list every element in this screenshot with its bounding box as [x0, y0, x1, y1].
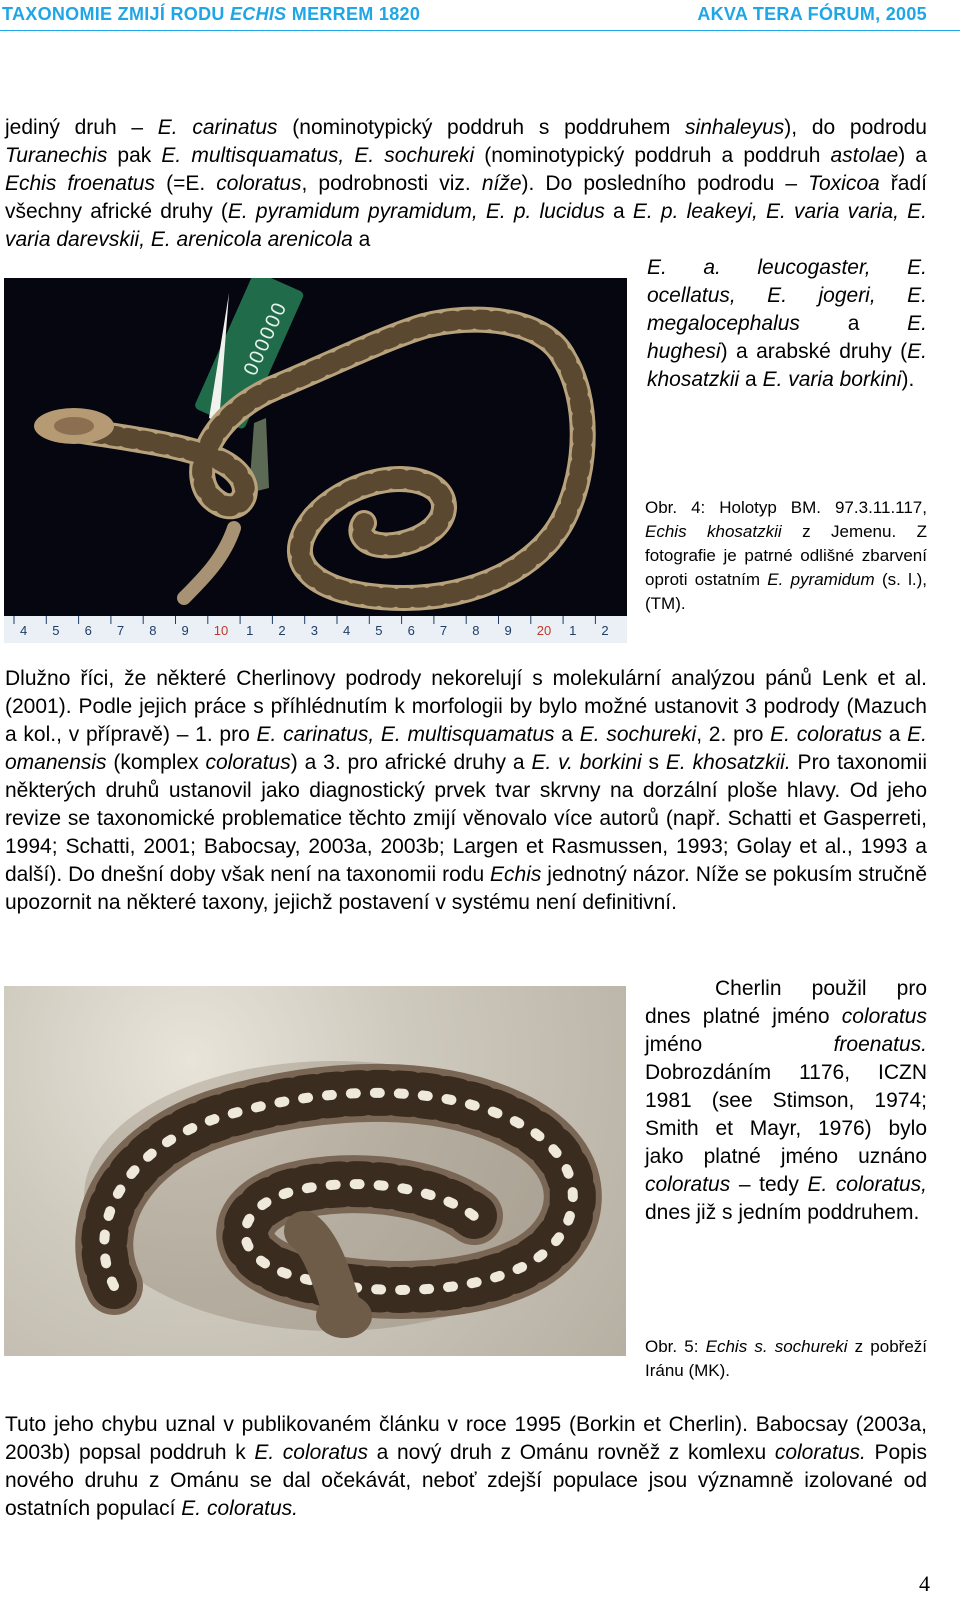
- paragraph-3: [645, 975, 927, 1227]
- text-run: ), do podrodu: [784, 116, 927, 139]
- italic-term: Toxicoa: [808, 172, 880, 195]
- ruler-tick-label: 5: [375, 623, 383, 638]
- ruler-tick-label: 6: [407, 623, 415, 638]
- italic-term: E. hughesi: [647, 312, 927, 363]
- italic-term: coloratus: [841, 1005, 927, 1028]
- header-rule: [0, 30, 960, 31]
- italic-term: Turanechis: [5, 144, 108, 167]
- specimen-tag-text: 000000: [237, 299, 290, 381]
- text-run: a: [554, 723, 580, 746]
- text-run: a nový druh z Ománu rovněž z komlexu: [368, 1441, 775, 1464]
- text-run: (nominotypický poddruh a poddruh: [474, 144, 831, 167]
- text-run: (komplex: [106, 751, 206, 774]
- italic-term: E. p. leakeyi, E. varia varia, E. varia darevskii, E. arenicola arenicola: [5, 200, 927, 251]
- italic-term: Echis khosatzkii: [645, 522, 782, 541]
- text-run: ) a arabské druhy (: [720, 340, 908, 363]
- italic-term: sinhaleyus: [685, 116, 785, 139]
- italic-term: E. a. leucogaster, E. ocellatus, E. jogeri, E. megalocephalus: [647, 256, 927, 335]
- ruler-tick-label: 8: [149, 623, 157, 638]
- italic-term: Echis s. sochureki: [705, 1337, 848, 1356]
- text-run: (nominotypický poddruh s poddruhem: [277, 116, 686, 139]
- italic-term: coloratus: [645, 1173, 731, 1196]
- ruler-tick-label: 4: [20, 623, 28, 638]
- ruler-tick-label: 2: [601, 623, 609, 638]
- text-run: Cherlin použil pro dnes platné jméno: [645, 977, 927, 1028]
- italic-term: Echis froenatus: [5, 172, 155, 195]
- text-run: Tuto jeho chybu uznal v publikovaném článku v roce 1995 (Borkin et Cherlin). Babocsay (2003a, 2003b) popsal poddruh k: [5, 1413, 927, 1464]
- italic-term: E. khosatzkii: [647, 340, 927, 391]
- paragraph-1-continued: [647, 254, 927, 394]
- text-run: Popis nového druhu z Ománu se dal očekávát, neboť zdejší populace jsou významně izolované od ostatních populací: [5, 1441, 928, 1520]
- text-run: jednotný názor. Níže se pokusím stručně upozornit na některé taxony, jejichž postavení v systému není definitivní.: [5, 863, 927, 914]
- italic-term: E. sochureki: [579, 723, 697, 746]
- text-run: z pobřeží Iránu (MK).: [645, 1337, 928, 1380]
- text-run: Pro taxonomii některých druhů ustanovil jako diagnostický prvek tvar skrvny na dorzální ploše hlavy. Od jeho revize se taxonomické problematice těchto zmijí věnovalo více autorů (např. Schatti et Gasperreti, 1994; Schatti, 2001; Babocsay, 2003a, 2003b; Largen et Rasmussen, 1993; Golay et al., 1993 a další). Do dnešní doby však není na taxonomii rodu: [5, 751, 927, 886]
- page-number: 4: [919, 1571, 930, 1596]
- ruler-tick-label: 1: [569, 623, 577, 638]
- text-run: ) a: [898, 144, 927, 167]
- italic-term: E. coloratus: [770, 723, 882, 746]
- paragraph-2: [5, 665, 927, 917]
- text-run: a: [739, 368, 763, 391]
- text-run: z Jemenu. Z fotografie je patrné odlišné zbarvení oproti ostatním: [645, 522, 927, 589]
- snake-sochureki-illustration: [4, 986, 626, 1356]
- ruler-tick-label: 6: [84, 623, 92, 638]
- italic-term: E. coloratus,: [807, 1173, 927, 1196]
- italic-term: E. multisquamatus, E. sochureki: [161, 144, 475, 167]
- paragraph-1: [5, 114, 927, 254]
- text-run: Obr. 4: Holotyp BM. 97.3.11.117,: [645, 498, 927, 517]
- italic-term: níže: [481, 172, 522, 195]
- ruler-tick-label: 1: [246, 623, 254, 638]
- italic-term: Echis: [490, 863, 542, 886]
- running-header: [0, 4, 960, 26]
- ruler-tick-label: 8: [472, 623, 480, 638]
- italic-term: E. carinatus: [157, 116, 278, 139]
- text-run: dnes již s jedním poddruhem.: [645, 1201, 920, 1224]
- ruler-tick-label: 5: [52, 623, 60, 638]
- paragraph-4: [5, 1411, 927, 1523]
- italic-term: E. v. borkini: [531, 751, 642, 774]
- italic-term: E. carinatus, E. multisquamatus: [256, 723, 555, 746]
- italic-term: E. varia borkini: [762, 368, 902, 391]
- figure-5-photo: [4, 986, 626, 1356]
- figure-4-photo: [4, 278, 627, 643]
- ruler-tick-label: 9: [181, 623, 189, 638]
- text-run: jméno: [645, 1033, 834, 1056]
- text-run: – tedy: [730, 1173, 808, 1196]
- figure-5-caption: [645, 1335, 927, 1383]
- ruler-tick-label: 7: [439, 623, 448, 638]
- ruler-tick-label: 2: [278, 623, 286, 638]
- italic-term: astolae: [830, 144, 899, 167]
- text-run: a: [881, 723, 908, 746]
- ruler-tick-label: 10: [213, 623, 229, 638]
- text-run: Obr. 5:: [645, 1337, 706, 1356]
- italic-term: coloratus: [205, 751, 291, 774]
- italic-term: E. omanensis: [5, 723, 928, 774]
- text-run: s: [641, 751, 666, 774]
- italic-term: E. coloratus: [254, 1441, 369, 1464]
- italic-term: coloratus.: [774, 1441, 866, 1464]
- text-run: a: [604, 200, 633, 223]
- text-run: Dobrozdáním 1176, ICZN 1981 (see Stimson, 1974; Smith et Mayr, 1976) bylo jako platné jméno uznáno: [645, 1061, 927, 1168]
- text-run: jediný druh –: [5, 116, 158, 139]
- text-run: pak: [107, 144, 162, 167]
- italic-term: coloratus: [216, 172, 302, 195]
- italic-term: froenatus.: [833, 1033, 927, 1056]
- text-run: a: [352, 228, 371, 251]
- ruler-tick-label: 9: [504, 623, 512, 638]
- text-run: a: [799, 312, 908, 335]
- text-run: ).: [901, 368, 915, 391]
- italic-term: E. pyramidum pyramidum, E. p. lucidus: [227, 200, 605, 223]
- figure-4-caption: [645, 496, 927, 616]
- text-run: , 2. pro: [696, 723, 771, 746]
- snake-khosatzkii-illustration: [4, 278, 627, 643]
- header-journal: AKVA TERA FÓRUM, 2005: [697, 4, 927, 24]
- ruler-tick-label: 3: [310, 623, 318, 638]
- text-run: ) a 3. pro africké druhy a: [290, 751, 532, 774]
- text-run: řadí všechny africké druhy (: [5, 172, 927, 223]
- text-run: (s. l.), (TM).: [645, 570, 927, 613]
- text-run: , podrobnosti viz.: [301, 172, 482, 195]
- header-title: TAXONOMIE ZMIJÍ RODU ECHIS MERREM 1820: [2, 4, 421, 24]
- italic-term: E. pyramidum: [767, 570, 875, 589]
- italic-term: E. khosatzkii.: [665, 751, 791, 774]
- text-run: ). Do posledního podrodu –: [521, 172, 809, 195]
- ruler-tick-label: 7: [116, 623, 125, 638]
- text-run: (=E.: [155, 172, 217, 195]
- italic-term: E. coloratus.: [181, 1497, 299, 1520]
- ruler-tick-label: 4: [343, 623, 351, 638]
- text-run: Dlužno říci, že některé Cherlinovy podrody nekorelují s molekulární analýzou pánů Lenk et al. (2001). Podle jejich práce s příhlédnutím k morfologii by bylo možné ustanovit 3 podrody (Mazuch a kol., v přípravě) – 1. pro: [5, 667, 927, 746]
- ruler-tick-label: 20: [536, 623, 552, 638]
